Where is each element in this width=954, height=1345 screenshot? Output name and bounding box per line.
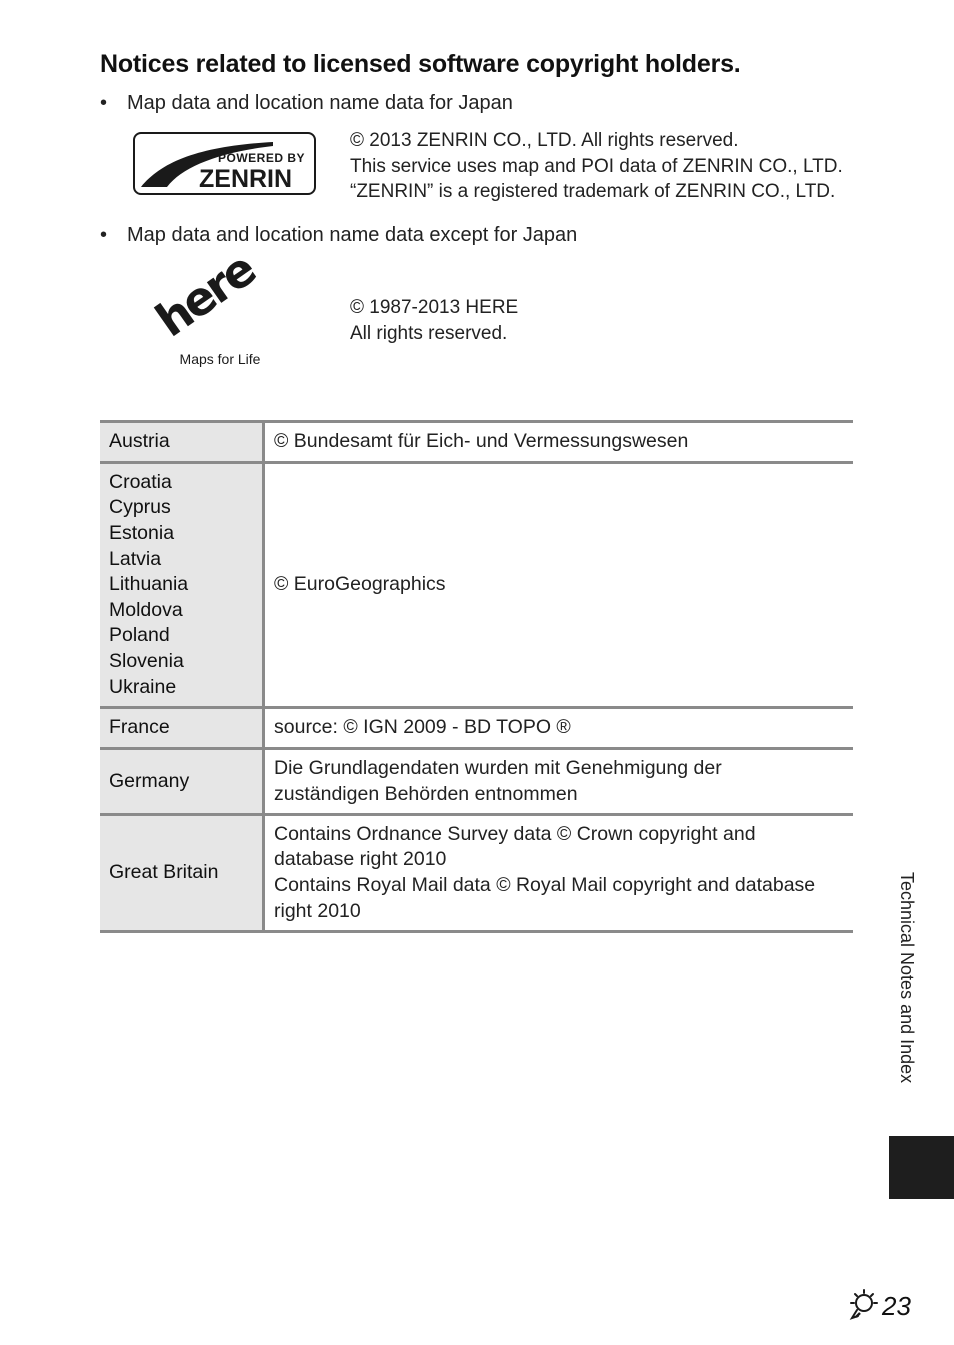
country-cell: [100, 422, 264, 463]
credit-cell: [264, 422, 854, 463]
section-tab-marker: [889, 1136, 954, 1199]
country-name: Germany: [109, 769, 190, 792]
bullet-non-japan-text: Map data and location name data except for Japan: [127, 224, 578, 246]
country-name: Poland: [109, 624, 170, 647]
country-cell: [100, 463, 264, 708]
country-cell: [100, 815, 264, 932]
credit-cell: [264, 749, 854, 815]
license-table: [100, 420, 853, 933]
here-notice-line: © 1987-2013 HERE: [350, 297, 519, 318]
country-name: Ukraine: [109, 675, 177, 698]
zenrin-logo-powered: POWERED BY: [218, 151, 306, 165]
credit-line: database right 2010: [274, 848, 447, 871]
credit-line: © EuroGeographics: [274, 573, 446, 596]
country-name: France: [109, 716, 170, 739]
reference-section-icon: [846, 1287, 880, 1326]
country-name: Austria: [109, 430, 170, 453]
japan-notice-line: This service uses map and POI data of ZENRIN CO., LTD.: [350, 155, 843, 177]
credit-line: Contains Ordnance Survey data © Crown copyright and: [274, 822, 756, 845]
page-number-value: 23: [882, 1290, 911, 1321]
country-cell: [100, 708, 264, 749]
table-row: [100, 708, 853, 749]
credit-cell: [264, 708, 854, 749]
credit-line: source: © IGN 2009 - BD TOPO ®: [274, 716, 571, 739]
table-row: [100, 463, 853, 708]
bullet-dot: •: [100, 92, 108, 114]
credit-line: right 2010: [274, 899, 361, 922]
bullet-japan-text: Map data and location name data for Japan: [127, 92, 513, 114]
bullet-dot: •: [100, 224, 108, 246]
credit-cell: [264, 815, 854, 932]
bullet-japan: [100, 92, 513, 115]
here-logo-tagline: Maps for Life: [179, 351, 261, 367]
table-row: [100, 749, 853, 815]
country-name: Great Britain: [109, 861, 219, 884]
country-cell: [100, 749, 264, 815]
japan-notice: [350, 128, 843, 205]
country-name: Lithuania: [109, 573, 189, 596]
country-name: Latvia: [109, 547, 162, 570]
zenrin-logo-wordmark: ZENRIN: [199, 165, 293, 193]
here-logo: [145, 242, 275, 372]
credit-line: zuständigen Behörden entnommen: [274, 782, 578, 805]
credit-line: Contains Royal Mail data © Royal Mail copyright and database: [274, 874, 816, 896]
japan-notice-line: “ZENRIN” is a registered trademark of ZENRIN CO., LTD.: [350, 181, 836, 202]
here-logo-wordmark: here: [145, 242, 264, 348]
here-notice-line: All rights reserved.: [350, 322, 508, 344]
country-name: Croatia: [109, 470, 172, 493]
credit-cell: [264, 463, 854, 708]
country-name: Slovenia: [109, 649, 184, 672]
table-row: [100, 815, 853, 932]
table-row: [100, 422, 853, 463]
page-heading: Notices related to licensed software copyright holders.: [100, 50, 741, 78]
credit-line: © Bundesamt für Eich- und Vermessungswesen: [274, 430, 689, 453]
country-name: Estonia: [109, 522, 175, 545]
country-name: Cyprus: [109, 496, 171, 519]
country-name: Moldova: [109, 598, 183, 621]
page-number: [846, 1288, 911, 1324]
japan-notice-line: © 2013 ZENRIN CO., LTD. All rights reserved.: [350, 130, 739, 151]
bullet-non-japan: [100, 224, 577, 247]
here-notice: [350, 295, 518, 346]
credit-line: Die Grundlagendaten wurden mit Genehmigung der: [274, 756, 722, 779]
section-tab-label: Technical Notes and Index: [897, 872, 917, 1084]
zenrin-logo: [133, 132, 316, 195]
